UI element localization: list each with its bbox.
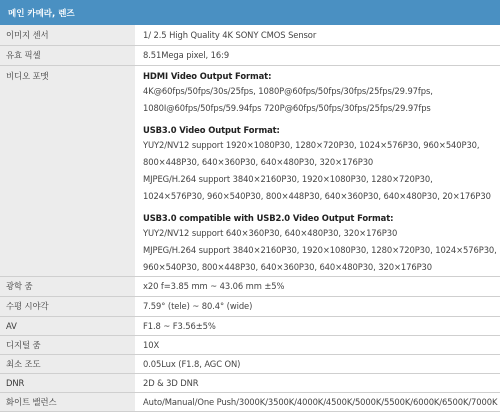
row-label: 화이트 밸런스 (0, 392, 135, 411)
row-value: x20 f=3.85 mm ~ 43.06 mm ±5% (143, 281, 285, 291)
video-format-value (135, 65, 500, 276)
format-line: 1024×576P30, 960×540P30, 800×448P30, 640×360P30, 640×480P30, 20×176P30 (143, 190, 491, 201)
usb3-format-heading: USB3.0 Video Output Format: (143, 124, 280, 135)
row-label: 비디오 포맷 (0, 65, 135, 276)
table-row (0, 276, 500, 296)
row-value: F1.8 ~ F3.56±5% (143, 320, 216, 331)
row-value: 1/ 2.5 High Quality 4K SONY CMOS Sensor (143, 29, 317, 40)
section-header (0, 0, 500, 25)
format-line: YUY2/NV12 support 640×360P30, 640×480P30, 320×176P30 (143, 227, 398, 238)
table-row (0, 335, 500, 354)
row-value: 8.51Mega pixel, 16:9 (143, 50, 230, 60)
row-value: 2D & 3D DNR (143, 377, 199, 388)
usb2-compat-format-heading: USB3.0 compatible with USB2.0 Video Output Format: (143, 212, 394, 223)
section-title: 메인 카메라, 렌즈 (8, 8, 75, 19)
row-label: 광학 줌 (0, 276, 135, 296)
row-value: 10X (143, 339, 160, 350)
format-line: 1080I@60fps/50fps/59.94fps 720P@60fps/50fps/30fps/25fps/29.97fps (143, 102, 431, 113)
format-line: 960×540P30, 800×448P30, 640×360P30, 640×480P30, 320×176P30 (143, 261, 432, 272)
hdmi-format-heading: HDMI Video Output Format: (143, 70, 272, 81)
format-line: MJPEG/H.264 support 3840×2160P30, 1920×1080P30, 1280×720P30, 1024×576P30, (143, 244, 497, 255)
row-label: 이미지 센서 (0, 25, 135, 45)
row-label: DNR (0, 373, 135, 392)
row-value: 0.05Lux (F1.8, AGC ON) (143, 358, 241, 369)
format-line: 800×448P30, 640×360P30, 640×480P30, 320×176P30 (143, 156, 374, 167)
table-row (0, 296, 500, 316)
spec-table (0, 25, 500, 412)
row-value: Auto/Manual/One Push/3000K/3500K/4000K/4500K/5000K/5500K/6000K/6500K/7000K (143, 396, 498, 407)
table-row-video-format (0, 65, 500, 276)
row-value: 7.59° (tele) ~ 80.4° (wide) (143, 301, 253, 311)
row-label: 수평 시야각 (0, 296, 135, 316)
row-label: 디지털 줌 (0, 335, 135, 354)
table-row (0, 392, 500, 411)
row-label: 유효 픽셀 (0, 45, 135, 65)
row-label: 최소 조도 (0, 354, 135, 373)
row-label: AV (0, 316, 135, 335)
table-row (0, 373, 500, 392)
format-line: 4K@60fps/50fps/30s/25fps, 1080P@60fps/50fps/30fps/25fps/29.97fps, (143, 85, 433, 96)
table-row (0, 354, 500, 373)
format-line: YUY2/NV12 support 1920×1080P30, 1280×720P30, 1024×576P30, 960×540P30, (143, 139, 480, 150)
table-row (0, 45, 500, 65)
format-line: MJPEG/H.264 support 3840×2160P30, 1920×1080P30, 1280×720P30, (143, 173, 433, 184)
table-row (0, 316, 500, 335)
table-row (0, 25, 500, 45)
